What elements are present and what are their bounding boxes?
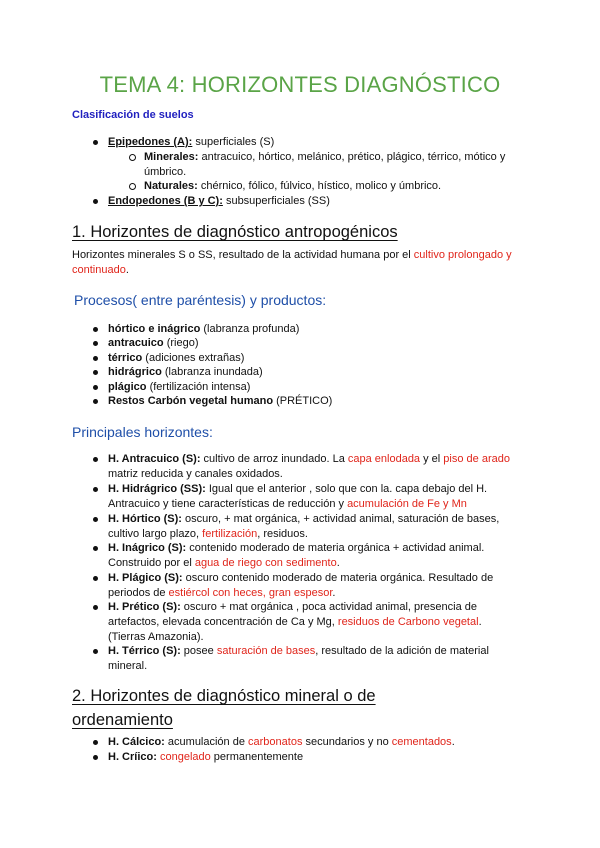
- section-2-heading: 2. Horizontes de diagnóstico mineral o de ordenamiento: [72, 687, 376, 729]
- procesos-heading: Procesos( entre paréntesis) y productos:: [74, 292, 327, 308]
- list-item-crioco: H. Críico: congelado permanentemente: [108, 750, 520, 765]
- list-item-pretico: H. Prético (S): oscuro + mat orgánica , poca actividad animal, presencia de artefactos, elevada concentración de Ca y Mg, residuos de Carbono vegetal. (Tierras Amazonia).: [108, 600, 520, 645]
- list-item-antracuico: H. Antracuico (S): cultivo de arroz inundado. La capa enlodada y el piso de arado matriz reducida y canales oxidados.: [108, 452, 520, 482]
- list-item-inagrico: H. Inágrico (S): contenido moderado de materia orgánica + actividad animal. Construido por el agua de riego con sedimento.: [108, 541, 520, 571]
- page-title: TEMA 4: HORIZONTES DIAGNÓSTICO: [99, 72, 501, 97]
- list-item: hórtico e inágrico (labranza profunda): [108, 322, 520, 337]
- list-item-endopedones: Endopedones (B y C): subsuperficiales (SS): [108, 194, 520, 209]
- list-item: plágico (fertilización intensa): [108, 380, 520, 395]
- list-item: térrico (adiciones extrañas): [108, 351, 520, 366]
- section-1-heading: 1. Horizontes de diagnóstico antropogénicos: [72, 223, 398, 241]
- list-item-plagico: H. Plágico (S): oscuro contenido moderado de materia orgánica. Resultado de periodos de estiércol con heces, gran espesor.: [108, 571, 520, 601]
- list-item: Restos Carbón vegetal humano (PRÉTICO): [108, 394, 520, 409]
- list-item-minerales: Minerales: antracuico, hórtico, melánico, prético, plágico, térrico, mótico y úmbrico.: [144, 150, 520, 180]
- list-item-naturales: Naturales: chérnico, fólico, fúlvico, hístico, molico y úmbrico.: [144, 179, 520, 194]
- list-item-epipedones: Epipedones (A): superficiales (S): [108, 135, 520, 150]
- classification-subtitle: Clasificación de suelos: [72, 109, 194, 121]
- list-item: hidrágrico (labranza inundada): [108, 365, 520, 380]
- list-item-hidragrico: H. Hidrágrico (SS): Igual que el anterior , solo que con la. capa debajo del H. Antracuico y tiene características de reducción y acumulación de Fe y Mn: [108, 482, 520, 512]
- list-item-terrico: H. Térrico (S): posee saturación de bases, resultado de la adición de material mineral.: [108, 644, 520, 674]
- principales-heading: Principales horizontes:: [72, 424, 213, 440]
- list-item-calcico: H. Cálcico: acumulación de carbonatos secundarios y no cementados.: [108, 735, 520, 750]
- list-item-hortico: H. Hórtico (S): oscuro, + mat orgánica, + actividad animal, saturación de bases, cultivo largo plazo, fertilización, residuos.: [108, 512, 520, 542]
- section-1-intro: Horizontes minerales S o SS, resultado de la actividad humana por el cultivo prolongado y continuado.: [72, 249, 512, 276]
- list-item: antracuico (riego): [108, 336, 520, 351]
